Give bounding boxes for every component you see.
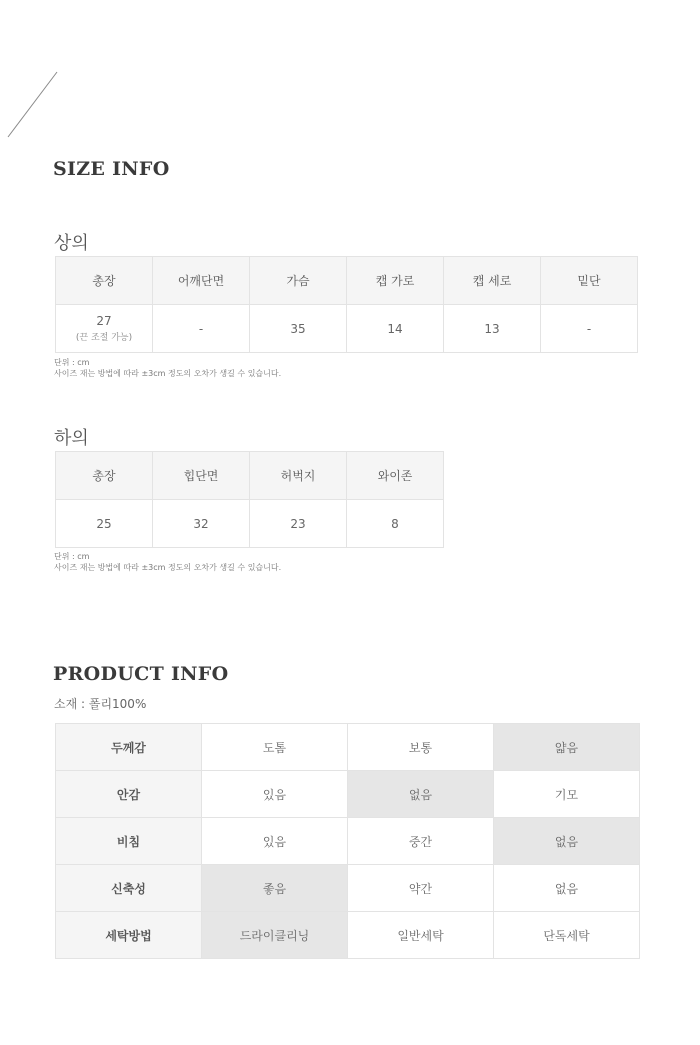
bottom-section-title: 하의 (54, 428, 89, 449)
error-note: 사이즈 재는 방법에 따라 ±3cm 정도의 오차가 생길 수 있습니다. (54, 369, 282, 378)
value-cell (56, 305, 153, 353)
option-cell: 있음 (202, 771, 348, 818)
value-text: 27 (96, 314, 112, 328)
bottom-size-table (55, 451, 444, 548)
option-cell: 단독세탁 (494, 912, 640, 959)
table-row (56, 912, 640, 959)
table-row (56, 500, 444, 548)
value-cell: - (153, 305, 250, 353)
option-cell: 도톰 (202, 724, 348, 771)
value-cell: 25 (56, 500, 153, 548)
value-cell: 32 (153, 500, 250, 548)
row-label: 신축성 (56, 865, 202, 912)
header-cell: 어깨단면 (153, 257, 250, 305)
header-cell: 총장 (56, 452, 153, 500)
option-cell: 중간 (348, 818, 494, 865)
value-cell: 35 (250, 305, 347, 353)
material-text: 소재 : 폴리100% (54, 697, 147, 711)
unit-note: 단위 : cm (54, 358, 90, 367)
row-label: 세탁방법 (56, 912, 202, 959)
row-label: 안감 (56, 771, 202, 818)
row-label: 두께감 (56, 724, 202, 771)
top-size-table (55, 256, 638, 353)
option-cell: 약간 (348, 865, 494, 912)
table-row (56, 818, 640, 865)
table-header-row (56, 257, 638, 305)
option-cell: 드라이클리닝 (202, 912, 348, 959)
table-row (56, 305, 638, 353)
adjustable-strap-note: (끈 조절 가능) (75, 333, 133, 343)
option-cell: 기모 (494, 771, 640, 818)
option-cell: 있음 (202, 818, 348, 865)
product-info-table (55, 723, 640, 959)
header-cell: 캡 세로 (444, 257, 541, 305)
header-cell: 밑단 (541, 257, 638, 305)
option-cell: 없음 (348, 771, 494, 818)
value-cell: 14 (347, 305, 444, 353)
product-info-heading: PRODUCT INFO (53, 663, 229, 685)
option-cell: 없음 (494, 818, 640, 865)
value-cell: - (541, 305, 638, 353)
header-cell: 힙단면 (153, 452, 250, 500)
row-label: 비침 (56, 818, 202, 865)
top-size-note (54, 357, 281, 379)
table-header-row (56, 452, 444, 500)
value-cell: 13 (444, 305, 541, 353)
table-row (56, 771, 640, 818)
table-row (56, 865, 640, 912)
header-cell: 총장 (56, 257, 153, 305)
error-note: 사이즈 재는 방법에 따라 ±3cm 정도의 오차가 생길 수 있습니다. (54, 563, 282, 572)
option-cell: 보통 (348, 724, 494, 771)
header-cell: 캡 가로 (347, 257, 444, 305)
top-section-title: 상의 (54, 233, 89, 254)
value-cell: 8 (347, 500, 444, 548)
unit-note: 단위 : cm (54, 552, 90, 561)
option-cell: 얇음 (494, 724, 640, 771)
header-cell: 와이존 (347, 452, 444, 500)
option-cell: 없음 (494, 865, 640, 912)
header-cell: 허벅지 (250, 452, 347, 500)
header-cell: 가슴 (250, 257, 347, 305)
value-cell: 23 (250, 500, 347, 548)
diagonal-line-decoration (0, 0, 70, 150)
table-row (56, 724, 640, 771)
size-info-heading: SIZE INFO (53, 158, 170, 180)
bottom-size-note (54, 551, 281, 573)
option-cell: 좋음 (202, 865, 348, 912)
option-cell: 일반세탁 (348, 912, 494, 959)
